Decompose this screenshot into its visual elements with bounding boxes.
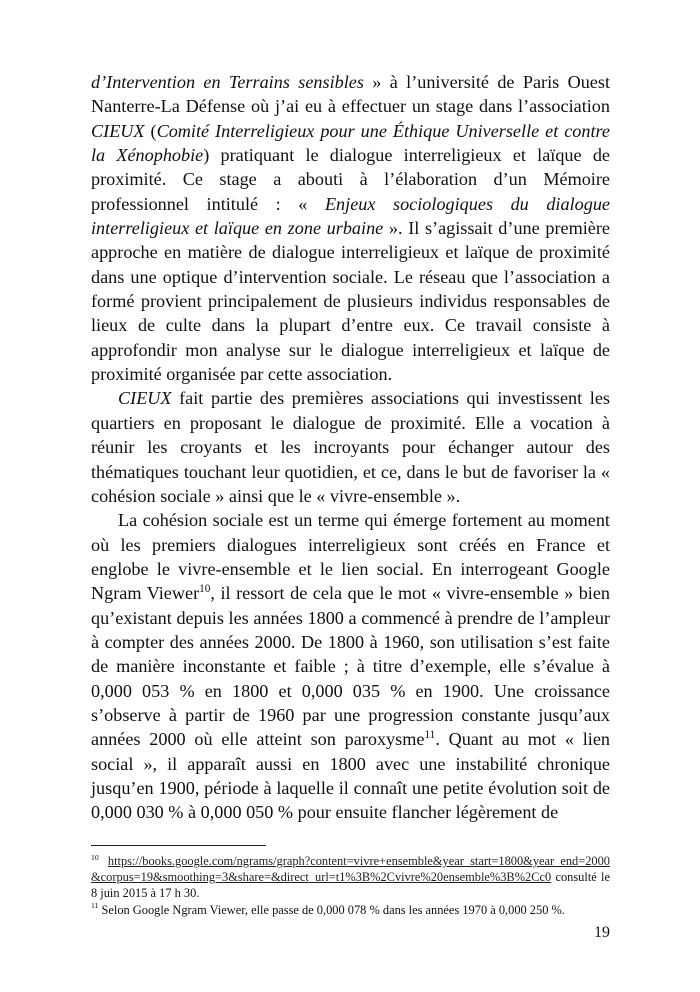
footnote-ref-11[interactable]: 11 (424, 728, 436, 741)
paragraph-1: d’Intervention en Terrains sensibles » à l’université de Paris Ouest Nanterre-La Défense où j’ai eu à effectuer un stage dans l’association CIEUX (Comité Interreligieux pour une Éthique Universelle et contre la Xénophobie) pratiquant le dialogue interreligieux et laïque de proximité. Ce stage a abouti à l’élaboration d’un Mémoire professionnel intitulé : « Enjeux sociologiques du dialogue interreligieux et laïque en zone urbaine ». Il s’agissait d’une première approche en matière de dialogue interreligieux et laïque de proximité dans une optique d’intervention sociale. Le réseau que l’association a formé provient principalement de plusieurs individus responsables de lieux de culte dans la plupart d’entre eux. Ce travail consiste à approfondir mon analyse sur le dialogue interreligieux et laïque de proximité organisée par cette association. (91, 72, 611, 385)
program-title: d’Intervention en Terrains sensibles (91, 72, 364, 92)
footnote-ref-10[interactable]: 10 (199, 582, 211, 595)
footnote-10: $^{10}$ https://books.google.com/ngrams/graph?content=vivre+ensemble&year_start=1800&year_end=2000&corpus=19&smoothing=3&share=&direct_url=t1%3B%2Cvivre%20ensemble%3B%2Cc0 consulté le 8 juin 2015 à 17 h 30. (91, 852, 610, 901)
page-number: 19 (594, 924, 610, 941)
footnote-11: $^{11}$ Selon Google Ngram Viewer, elle passe de 0,000 078 % dans les années 1970 à 0,000 250 %. (91, 901, 565, 917)
footnote-number: 11 (91, 901, 99, 911)
association-name: CIEUX (118, 388, 172, 409)
body-text (91, 70, 610, 825)
paragraph-3: La cohésion sociale est un terme qui émerge fortement au moment où les premiers dialogues interreligieux sont créés en France et englobe le vivre-ensemble et le lien social. En interrogeant Google Ngram Viewer$^{10}$, il ressort de cela que le mot « vivre-ensemble » bien qu’existant depuis les années 1800 a commencé à prendre de l’ampleur à compter des années 2000. De 1800 à 1960, son utilisation s’est faite de manière inconstante et faible ; à titre d’exemple, elle s’évalue à 0,000 053 % en 1800 et 0,000 035 % en 1900. Une croissance s’observe à partir de 1960 par une progression constante jusqu’aux années 2000 où elle atteint son paroxysme$^{11}$. Quant au mot « lien social », il apparaît aussi en 1800 avec une instabilité chronique jusqu’en 1900, période à laquelle il connaît une petite évolution soit de 0,000 030 % à 0,000 050 % pour ensuite flancher légèrement de (91, 510, 611, 823)
memoir-title: Enjeux sociologiques du dialogue interreligieux et laïque en zone urbaine (91, 193, 610, 239)
association-name: CIEUX (91, 120, 145, 141)
ngram-url-link[interactable]: https://books.google.com/ngrams/graph?content=vivre+ensemble&year_start=1800&year_end=2000&corpus=19&smoothing=3&share=&direct_url=t1%3B%2Cvivre%20ensemble%3B%2Cc0 (91, 854, 610, 885)
paragraph-2: CIEUX fait partie des premières associations qui investissent les quartiers en proposant le dialogue de proximité. Elle a vocation à réunir les croyants et les incroyants pour échanger autour des thématiques touchant leur quotidien, et ce, dans le but de favoriser la « cohésion sociale » ainsi que le « vivre-ensemble ». (91, 388, 610, 506)
footnote-number: 10 (91, 852, 99, 862)
footnote-separator (91, 845, 266, 846)
association-full-name: Comité Interreligieux pour une Éthique Universelle et contre la Xénophobie (91, 120, 611, 166)
footnotes (91, 853, 610, 918)
